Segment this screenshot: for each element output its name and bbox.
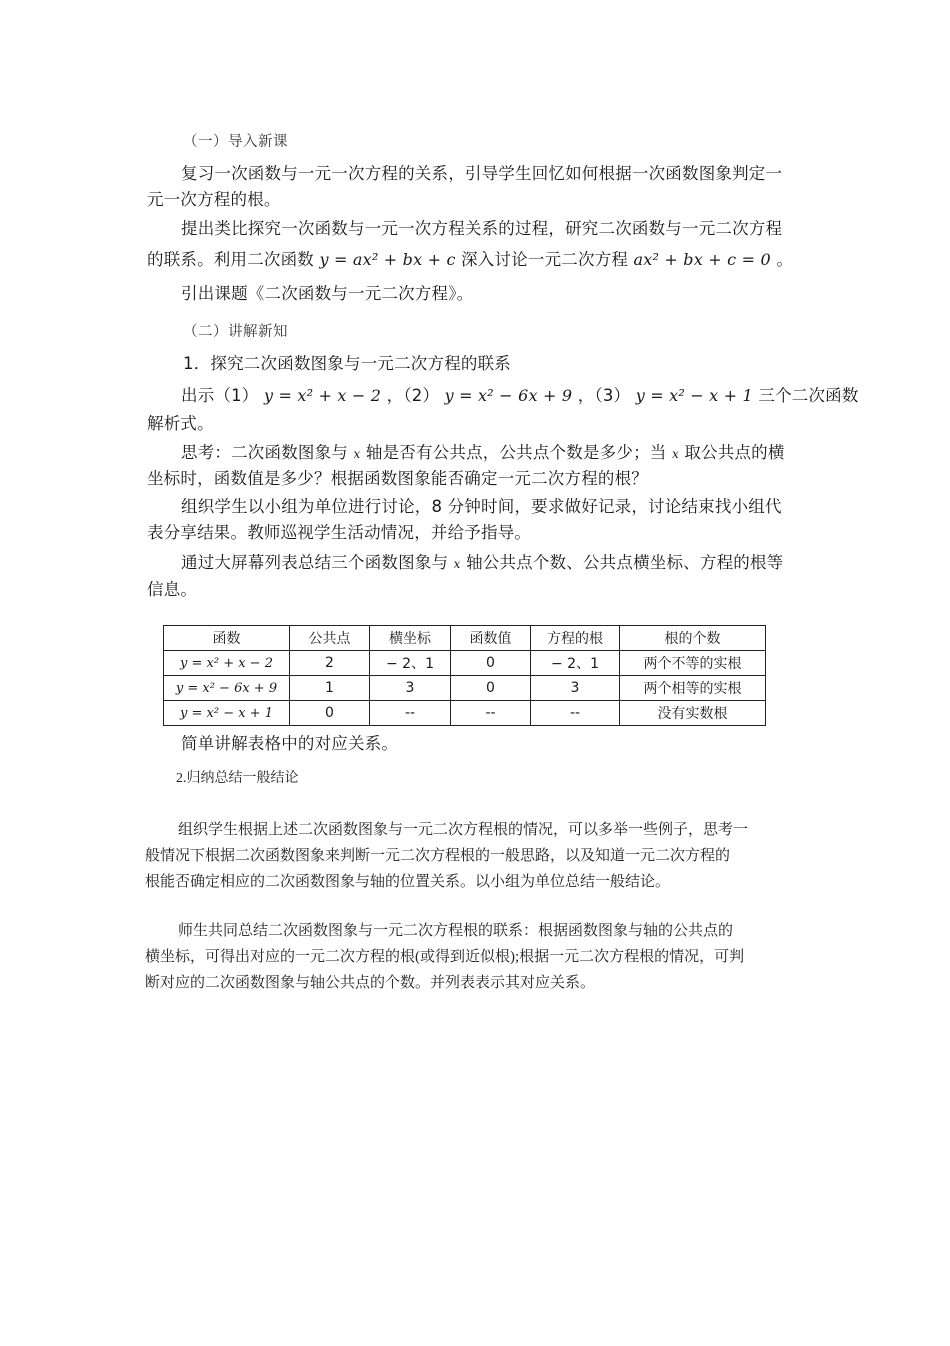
table-cell-function: y = x² − 6x + 9: [164, 676, 290, 701]
screen-text-post: 轴公共点个数、公共点横坐标、方程的根等: [466, 553, 784, 572]
screen-text-pre: 通过大屏幕列表总结三个函数图象与: [181, 553, 449, 572]
variable-x: x: [353, 447, 361, 461]
paragraph-show-functions-line2: 解析式。: [147, 414, 214, 433]
function-3-formula: y = x² − x + 1: [635, 386, 753, 405]
table-cell-function: y = x² + x − 2: [164, 651, 290, 676]
analogy-text-pre: 的联系。利用二次函数: [147, 250, 314, 269]
paragraph-topic: 引出课题《二次函数与一元二次方程》。: [181, 284, 474, 303]
think-text-post: 取公共点的横: [684, 443, 785, 462]
paragraph-review-line1: 复习一次函数与一元一次方程的关系，引导学生回忆如何根据一次函数图象判定一: [181, 164, 783, 183]
paragraph-conclusion-line1: 师生共同总结二次函数图象与一元二次方程根的联系：根据函数图象与轴的公共点的: [178, 923, 734, 939]
paragraph-organize-line2: 般情况下根据二次函数图象来判断一元二次方程根的一般思路，以及知道一元二次方程的: [145, 848, 731, 864]
table-header-cell: 函数: [164, 626, 290, 651]
table-header-cell: 公共点: [290, 626, 370, 651]
table-cell: 2: [290, 651, 370, 676]
table-cell: 3: [370, 676, 451, 701]
show-text-sep2: ，（3）: [577, 386, 631, 405]
table-cell: 0: [290, 701, 370, 726]
think-text-mid: 轴是否有公共点，公共点个数是多少；当: [365, 443, 667, 462]
table-cell: --: [531, 701, 620, 726]
table-cell: 1: [290, 676, 370, 701]
table-cell: − 2、1: [370, 651, 451, 676]
paragraph-group-line1: 组织学生以小组为单位进行讨论，8 分钟时间，要求做好记录，讨论结束找小组代: [181, 497, 782, 516]
think-text-pre: 思考：二次函数图象与: [181, 443, 348, 462]
paragraph-organize-line1: 组织学生根据上述二次函数图象与一元二次方程根的情况，可以多举一些例子，思考一: [178, 822, 749, 838]
table-cell: 两个相等的实根: [620, 676, 766, 701]
paragraph-screen-line2: 信息。: [147, 580, 198, 599]
paragraph-analogy-line2: [147, 247, 793, 273]
table-row: [164, 651, 766, 676]
table-cell: --: [370, 701, 451, 726]
table-header-cell: 函数值: [451, 626, 531, 651]
function-2-formula: y = x² − 6x + 9: [444, 386, 573, 405]
analogy-text-end: 。: [776, 250, 794, 269]
paragraph-review-line2: 元一次方程的根。: [147, 190, 281, 209]
show-text-pre: 出示（1）: [181, 386, 259, 405]
table-header-cell: 方程的根: [531, 626, 620, 651]
analogy-text-mid: 深入讨论一元二次方程: [461, 250, 629, 269]
variable-x: x: [671, 447, 679, 461]
paragraph-show-functions-line1: [181, 383, 859, 409]
paragraph-analogy-line1: 提出类比探究一次函数与一元一次方程关系的过程，研究二次函数与一元二次方程: [181, 219, 783, 238]
table-cell: 3: [531, 676, 620, 701]
item-title-explore: 1．探究二次函数图象与一元二次方程的联系: [183, 354, 511, 373]
table-cell: 0: [451, 651, 531, 676]
table-header-row: [164, 626, 766, 651]
variable-x: x: [453, 557, 461, 571]
table-cell: − 2、1: [531, 651, 620, 676]
paragraph-explain-table: 简单讲解表格中的对应关系。: [181, 734, 399, 753]
table-row: [164, 676, 766, 701]
table-cell-function: y = x² − x + 1: [164, 701, 290, 726]
show-text-post: 三个二次函数: [758, 386, 859, 405]
item-title-summary: 2.归纳总结一般结论: [176, 771, 299, 786]
show-text-sep1: ，（2）: [386, 386, 440, 405]
table-header-cell: 横坐标: [370, 626, 451, 651]
table-row: [164, 701, 766, 726]
table-cell: 没有实数根: [620, 701, 766, 726]
quadratic-equation-formula: ax² + bx + c = 0: [633, 250, 771, 269]
table-cell: --: [451, 701, 531, 726]
section-title-intro: （一）导入新课: [183, 134, 288, 150]
section-title-new-knowledge: （二）讲解新知: [183, 324, 288, 340]
quadratic-function-formula: y = ax² + bx + c: [319, 250, 456, 269]
paragraph-think-line1: [181, 440, 785, 467]
function-1-formula: y = x² + x − 2: [263, 386, 382, 405]
function-root-table: [163, 625, 766, 726]
table-cell: 两个不等的实根: [620, 651, 766, 676]
paragraph-conclusion-line3: 断对应的二次函数图象与轴公共点的个数。并列表表示其对应关系。: [145, 975, 596, 991]
paragraph-conclusion-line2: 横坐标，可得出对应的一元二次方程的根(或得到近似根);根据一元二次方程根的情况，可判: [145, 949, 745, 965]
paragraph-group-line2: 表分享结果。教师巡视学生活动情况，并给予指导。: [147, 523, 532, 542]
table-cell: 0: [451, 676, 531, 701]
paragraph-screen-line1: [181, 550, 783, 577]
paragraph-think-line2: 坐标时，函数值是多少？根据函数图象能否确定一元二次方程的根？: [147, 469, 648, 488]
paragraph-organize-line3: 根能否确定相应的二次函数图象与轴的位置关系。以小组为单位总结一般结论。: [145, 874, 671, 890]
table-header-cell: 根的个数: [620, 626, 766, 651]
